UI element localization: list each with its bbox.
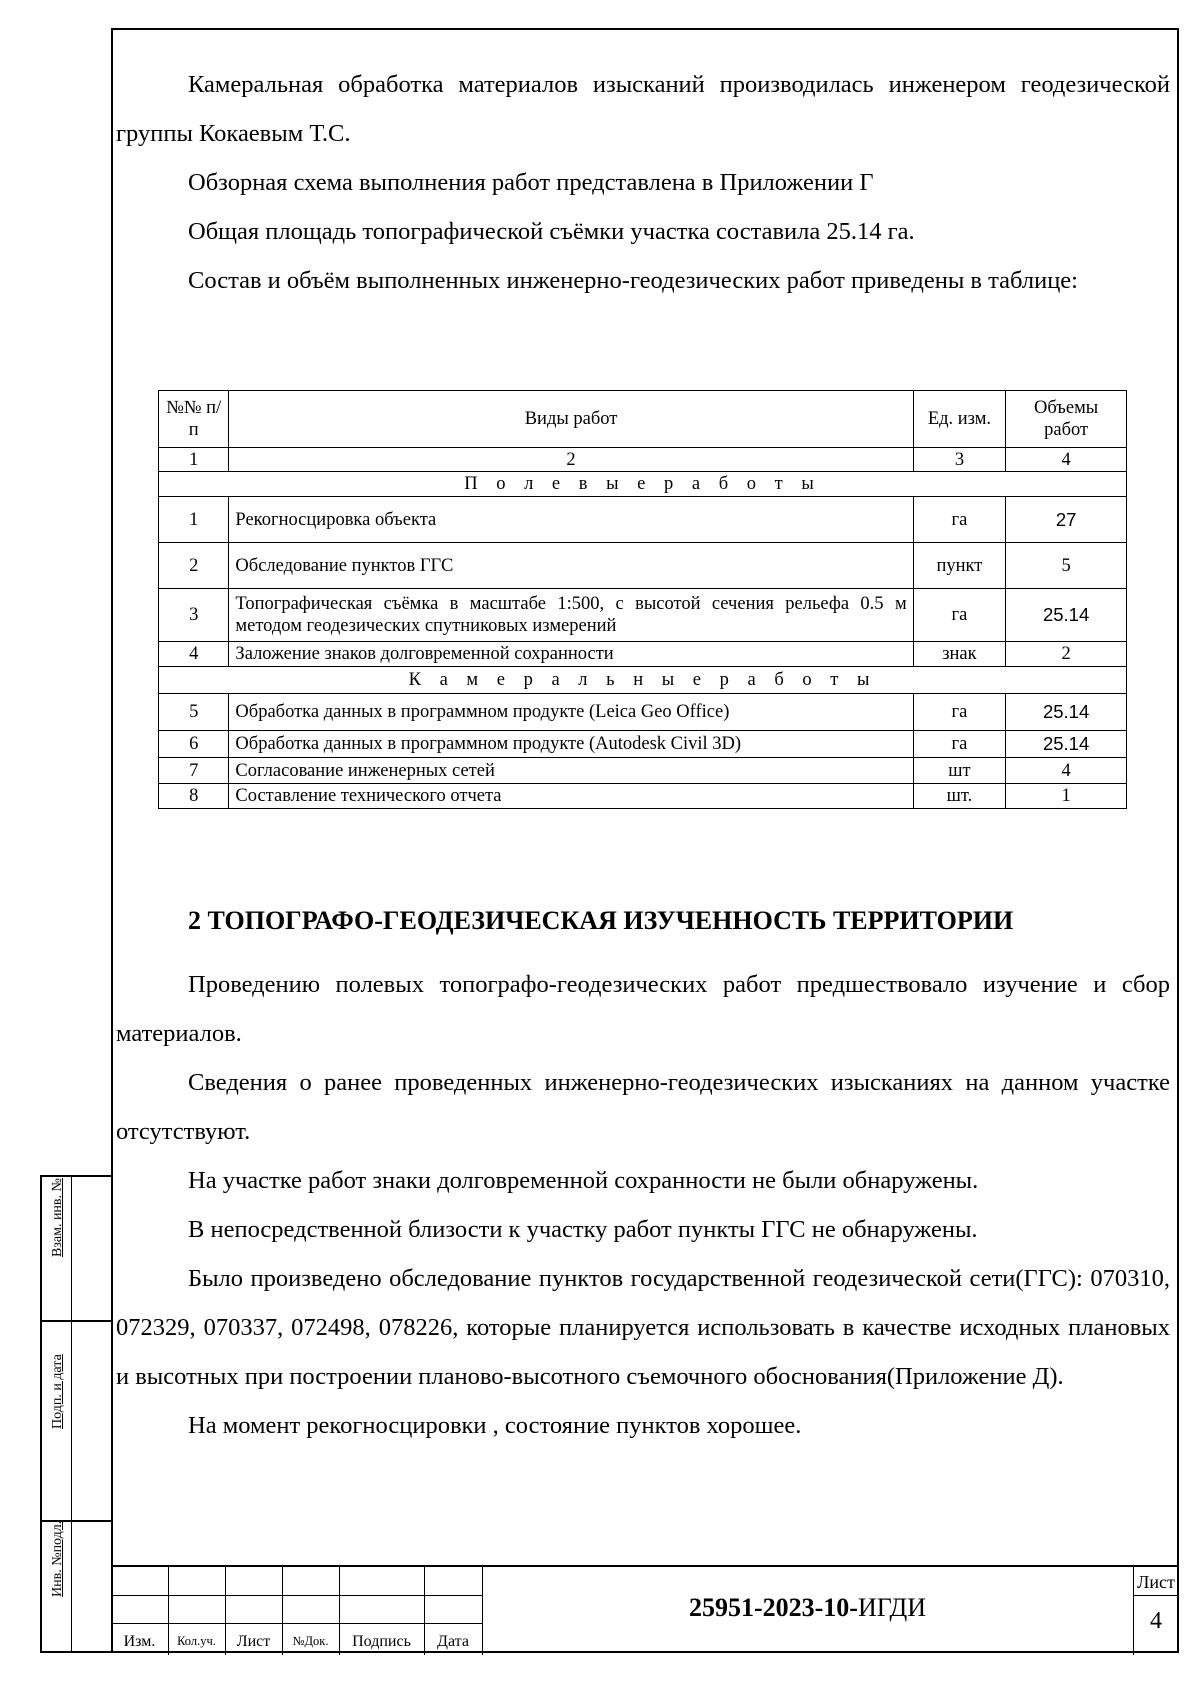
section2-text — [116, 960, 1170, 1450]
document-code-number: 25951-2023-10- — [688, 1593, 858, 1622]
row-volume: 25.14 — [1006, 731, 1127, 758]
paragraph: Было произведено обследование пунктов государственной геодезической сети(ГГС): 070310, 072329, 070337, 072498, 078226, которые планируется использовать в качестве исходных плановых и высотных при построении планово-высотного съемочного обоснования(Приложение Д). — [116, 1265, 1170, 1390]
row-unit: шт — [913, 758, 1006, 784]
paragraph: Состав и объём выполненных инженерно-геодезических работ приведены в таблице: — [188, 267, 1078, 294]
section-field-works: П о л е в ы е р а б о т ы — [159, 472, 1127, 497]
row-volume: 5 — [1006, 543, 1127, 589]
document-code — [482, 1593, 1133, 1623]
header-volume: Объемы работ — [1006, 391, 1127, 448]
table-row — [159, 642, 1127, 667]
table-row — [159, 694, 1127, 731]
row-work: Согласование инженерных сетей — [229, 758, 913, 784]
table-row — [159, 758, 1127, 784]
side-label-podp: Подп. и дата — [50, 1354, 65, 1429]
row-work: Обследование пунктов ГГС — [229, 543, 913, 589]
paragraph: На момент рекогносцировки , состояние пунктов хорошее. — [188, 1412, 802, 1439]
col-number: 2 — [229, 448, 913, 472]
section-row — [159, 472, 1127, 497]
paragraph: Общая площадь топографической съёмки участка составила 25.14 га. — [188, 218, 915, 245]
table-row — [159, 543, 1127, 589]
row-work: Составление технического отчета — [229, 784, 913, 809]
header-num: №№ п/п — [159, 391, 229, 448]
row-work: Топографическая съёмка в масштабе 1:500, с высотой сечения рельефа 0.5 м методом геодезических спутниковых измерений — [229, 589, 913, 642]
col-number: 4 — [1006, 448, 1127, 472]
row-volume: 27 — [1006, 497, 1127, 543]
row-unit: шт. — [913, 784, 1006, 809]
paragraph: В непосредственной близости к участку работ пункты ГГС не обнаружены. — [188, 1216, 978, 1243]
row-work: Заложение знаков долговременной сохранности — [229, 642, 913, 667]
row-work: Обработка данных в программном продукте (Leica Geo Office) — [229, 694, 913, 731]
table-row — [159, 784, 1127, 809]
tb-label-doc: №Док. — [292, 1634, 329, 1648]
table-header-row — [159, 391, 1127, 448]
row-unit: га — [913, 497, 1006, 543]
side-stamp — [40, 1175, 111, 1653]
side-label-vzam: Взам. инв. № — [50, 1178, 65, 1257]
row-unit: знак — [913, 642, 1006, 667]
paragraph: Камеральная обработка материалов изысканий производилась инженером геодезической группы Кокаевым Т.С. — [116, 71, 1170, 147]
header-work: Виды работ — [229, 391, 913, 448]
row-unit: пункт — [913, 543, 1006, 589]
sheet-number: 4 — [1150, 1608, 1162, 1634]
table-row — [159, 497, 1127, 543]
side-label-inv: Инв. №подл. — [50, 1520, 65, 1597]
intro-text — [116, 60, 1170, 305]
tb-label-list: Лист — [236, 1633, 271, 1650]
row-num: 8 — [159, 784, 229, 809]
row-volume: 1 — [1006, 784, 1127, 809]
title-block — [111, 1565, 1179, 1655]
row-num: 7 — [159, 758, 229, 784]
row-unit: га — [913, 694, 1006, 731]
row-unit: га — [913, 589, 1006, 642]
tb-label-signature: Подпись — [352, 1633, 411, 1650]
paragraph: Проведению полевых топографо-геодезических работ предшествовало изучение и сбор материалов. — [116, 971, 1170, 1047]
row-work: Обработка данных в программном продукте (Autodesk Civil 3D) — [229, 731, 913, 758]
paragraph: Сведения о ранее проведенных инженерно-геодезических изысканиях на данном участке отсутствуют. — [116, 1069, 1170, 1145]
row-work: Рекогносцировка объекта — [229, 497, 913, 543]
col-number: 1 — [159, 448, 229, 472]
row-num: 1 — [159, 497, 229, 543]
row-num: 5 — [159, 694, 229, 731]
column-number-row — [159, 448, 1127, 472]
row-unit: га — [913, 731, 1006, 758]
sheet-label: Лист — [1137, 1572, 1175, 1592]
header-unit: Ед. изм. — [913, 391, 1006, 448]
row-volume: 4 — [1006, 758, 1127, 784]
row-volume: 25.14 — [1006, 694, 1127, 731]
tb-label-izm: Изм. — [123, 1633, 156, 1650]
paragraph: На участке работ знаки долговременной сохранности не были обнаружены. — [188, 1167, 979, 1194]
section-heading: 2 ТОПОГРАФО-ГЕОДЕЗИЧЕСКАЯ ИЗУЧЕННОСТЬ ТЕРРИТОРИИ — [188, 906, 1014, 935]
col-number: 3 — [913, 448, 1006, 472]
tb-label-date: Дата — [437, 1633, 469, 1650]
row-volume: 2 — [1006, 642, 1127, 667]
paragraph: Обзорная схема выполнения работ представлена в Приложении Г — [188, 169, 874, 196]
row-num: 3 — [159, 589, 229, 642]
table-row — [159, 589, 1127, 642]
table-row — [159, 731, 1127, 758]
row-num: 4 — [159, 642, 229, 667]
row-num: 6 — [159, 731, 229, 758]
document-code-suffix: ИГДИ — [857, 1593, 927, 1622]
row-num: 2 — [159, 543, 229, 589]
row-volume: 25.14 — [1006, 589, 1127, 642]
works-table — [158, 390, 1127, 809]
section-office-works: К а м е р а л ь н ы е р а б о т ы — [159, 667, 1127, 694]
section-row — [159, 667, 1127, 694]
tb-label-kol: Кол.уч. — [177, 1634, 216, 1648]
